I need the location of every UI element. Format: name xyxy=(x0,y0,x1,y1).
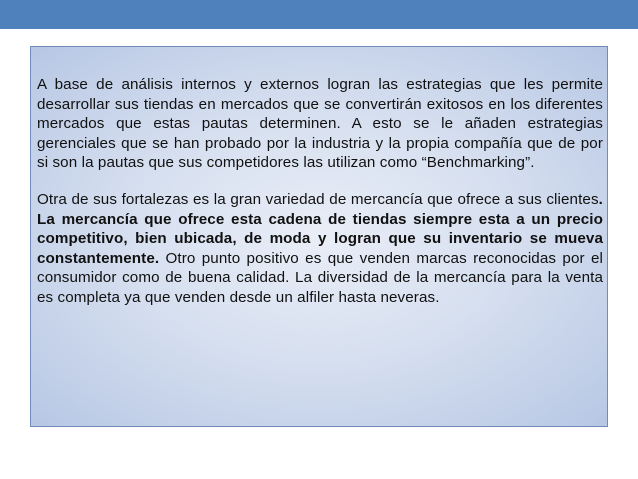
paragraph-strengths xyxy=(37,190,603,308)
paragraph-strengths-tail: Otro punto positivo es que venden marcas reconocidas por el consumidor como de buena calidad. La diversidad de la mercancía para la venta es completa ya que venden desde un alfiler hasta neveras. xyxy=(37,249,603,306)
paragraph-strengths-lead: Otra de sus fortalezas es la gran variedad de mercancía que ofrece a sus clientes xyxy=(37,190,599,208)
paragraph-analysis: A base de análisis internos y externos logran las estrategias que les permite desarrollar sus tiendas en mercados que se convertirán exitosos en los diferentes mercados que estas pautas determinen. A esto se le añaden estrategias gerenciales que se han probado por la industria y la propia compañía que de por si son la pautas que sus competidores las utilizan como “Benchmarking”. xyxy=(37,76,603,172)
paragraph-strengths-bold: . La mercancía que ofrece esta cadena de tiendas siempre esta a un precio competitivo, bien ubicada, de moda y logran que su inventario se mueva constantemente. xyxy=(37,190,603,267)
content-text-box xyxy=(30,46,608,427)
top-banner-bar xyxy=(0,0,638,29)
